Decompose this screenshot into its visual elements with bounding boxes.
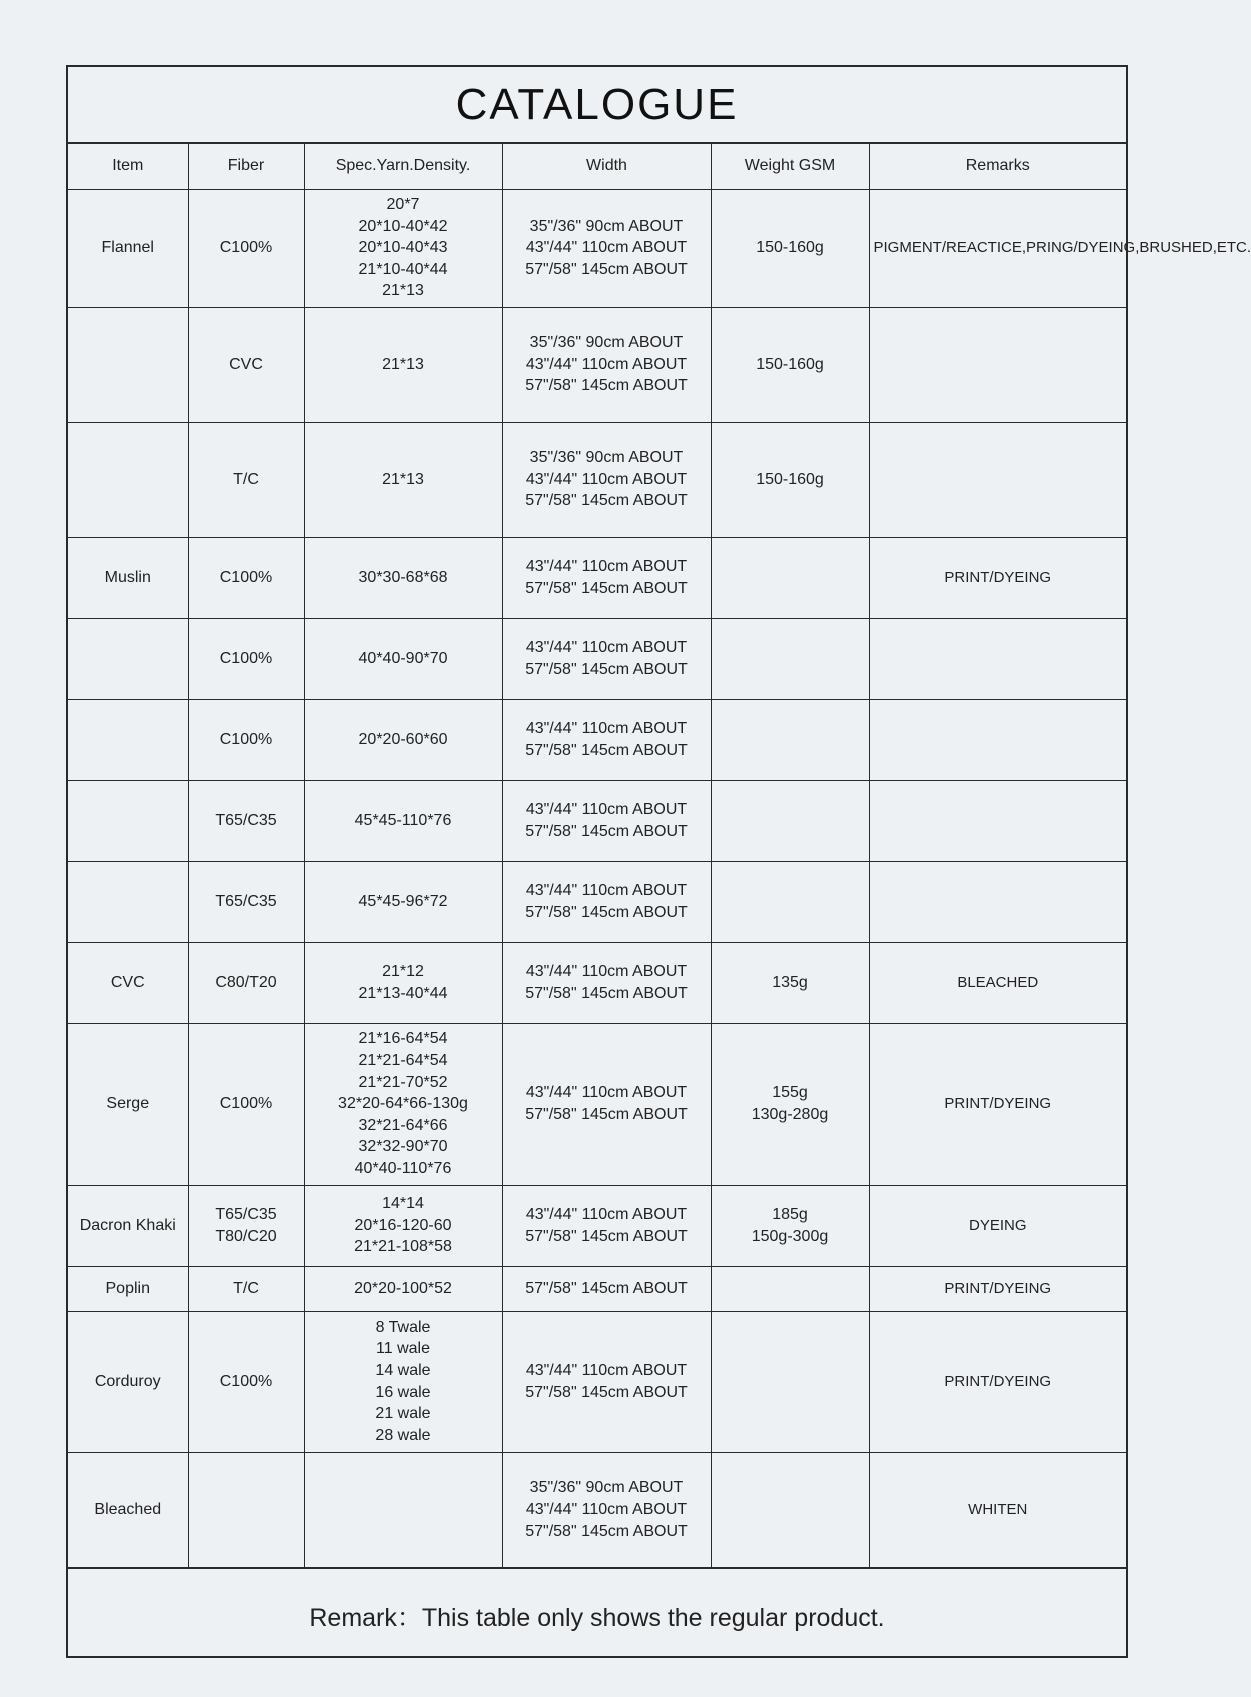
table-row	[68, 1023, 1126, 1185]
catalogue-table	[68, 144, 1251, 1567]
table-row	[68, 189, 1126, 307]
cell-remarks: PIGMENT/REACTICE,PRING/DYEING,BRUSHED,ETC.	[869, 189, 1126, 307]
cell-spec: 45*45-96*72	[304, 861, 502, 942]
cell-weight: 155g 130g-280g	[711, 1023, 869, 1185]
cell-remarks: PRINT/DYEING	[869, 1311, 1126, 1452]
header-spec: Spec.Yarn.Density.	[304, 144, 502, 189]
header-width: Width	[502, 144, 711, 189]
cell-width: 43"/44" 110cm ABOUT 57"/58" 145cm ABOUT	[502, 1023, 711, 1185]
cell-weight: 185g 150g-300g	[711, 1185, 869, 1266]
cell-weight	[711, 699, 869, 780]
cell-remarks	[869, 307, 1126, 422]
cell-spec: 20*20-100*52	[304, 1266, 502, 1311]
cell-spec: 20*20-60*60	[304, 699, 502, 780]
table-row	[68, 699, 1126, 780]
cell-width: 43"/44" 110cm ABOUT 57"/58" 145cm ABOUT	[502, 861, 711, 942]
cell-item	[68, 422, 188, 537]
header-remarks: Remarks	[869, 144, 1126, 189]
cell-remarks	[869, 422, 1126, 537]
cell-weight	[711, 1311, 869, 1452]
cell-remarks: PRINT/DYEING	[869, 1023, 1126, 1185]
cell-remarks	[869, 699, 1126, 780]
cell-fiber: T/C	[188, 422, 304, 537]
cell-spec: 21*12 21*13-40*44	[304, 942, 502, 1023]
cell-spec: 40*40-90*70	[304, 618, 502, 699]
cell-width: 43"/44" 110cm ABOUT 57"/58" 145cm ABOUT	[502, 1185, 711, 1266]
cell-remarks: PRINT/DYEING	[869, 1266, 1126, 1311]
cell-weight	[711, 1452, 869, 1567]
cell-weight	[711, 537, 869, 618]
cell-spec: 21*16-64*54 21*21-64*54 21*21-70*52 32*20-64*66-130g 32*21-64*66 32*32-90*70 40*40-110*76	[304, 1023, 502, 1185]
catalogue-title: CATALOGUE	[68, 67, 1126, 144]
cell-remarks	[869, 861, 1126, 942]
cell-width: 57"/58" 145cm ABOUT	[502, 1266, 711, 1311]
cell-fiber: C100%	[188, 189, 304, 307]
header-fiber: Fiber	[188, 144, 304, 189]
cell-width: 43"/44" 110cm ABOUT 57"/58" 145cm ABOUT	[502, 780, 711, 861]
cell-width: 43"/44" 110cm ABOUT 57"/58" 145cm ABOUT	[502, 618, 711, 699]
cell-fiber: C100%	[188, 1311, 304, 1452]
cell-weight	[711, 861, 869, 942]
cell-item	[68, 699, 188, 780]
table-row	[68, 307, 1126, 422]
cell-spec: 8 Twale 11 wale 14 wale 16 wale 21 wale 28 wale	[304, 1311, 502, 1452]
cell-fiber: C100%	[188, 699, 304, 780]
cell-fiber: CVC	[188, 307, 304, 422]
cell-fiber: T65/C35	[188, 780, 304, 861]
header-item: Item	[68, 144, 188, 189]
cell-weight: 150-160g	[711, 307, 869, 422]
cell-width: 35"/36" 90cm ABOUT 43"/44" 110cm ABOUT 57"/58" 145cm ABOUT	[502, 307, 711, 422]
cell-item: Bleached	[68, 1452, 188, 1567]
table-row	[68, 942, 1126, 1023]
cell-remarks: WHITEN	[869, 1452, 1126, 1567]
cell-weight: 135g	[711, 942, 869, 1023]
cell-width: 43"/44" 110cm ABOUT 57"/58" 145cm ABOUT	[502, 1311, 711, 1452]
cell-item: Muslin	[68, 537, 188, 618]
cell-remarks	[869, 780, 1126, 861]
cell-weight	[711, 1266, 869, 1311]
footer-remark: Remark：This table only shows the regular product.	[68, 1567, 1126, 1663]
cell-fiber: C80/T20	[188, 942, 304, 1023]
cell-weight: 150-160g	[711, 422, 869, 537]
header-weight: Weight GSM	[711, 144, 869, 189]
cell-item: Corduroy	[68, 1311, 188, 1452]
cell-spec: 21*13	[304, 307, 502, 422]
table-row	[68, 1311, 1126, 1452]
cell-width: 43"/44" 110cm ABOUT 57"/58" 145cm ABOUT	[502, 942, 711, 1023]
cell-width: 43"/44" 110cm ABOUT 57"/58" 145cm ABOUT	[502, 537, 711, 618]
cell-item: Flannel	[68, 189, 188, 307]
table-row	[68, 861, 1126, 942]
cell-remarks: BLEACHED	[869, 942, 1126, 1023]
table-row	[68, 537, 1126, 618]
catalogue-frame	[66, 65, 1251, 1658]
cell-weight	[711, 780, 869, 861]
cell-spec	[304, 1452, 502, 1567]
cell-fiber: C100%	[188, 618, 304, 699]
cell-item: CVC	[68, 942, 188, 1023]
table-row	[68, 1266, 1126, 1311]
cell-width: 35"/36" 90cm ABOUT 43"/44" 110cm ABOUT 57"/58" 145cm ABOUT	[502, 1452, 711, 1567]
cell-spec: 14*14 20*16-120-60 21*21-108*58	[304, 1185, 502, 1266]
header-row	[68, 144, 1126, 189]
cell-remarks	[869, 618, 1126, 699]
table-row	[68, 1185, 1126, 1266]
cell-width: 35"/36" 90cm ABOUT 43"/44" 110cm ABOUT 57"/58" 145cm ABOUT	[502, 422, 711, 537]
cell-spec: 30*30-68*68	[304, 537, 502, 618]
cell-fiber: T65/C35	[188, 861, 304, 942]
cell-remarks: DYEING	[869, 1185, 1126, 1266]
cell-spec: 45*45-110*76	[304, 780, 502, 861]
cell-spec: 20*7 20*10-40*42 20*10-40*43 21*10-40*44 21*13	[304, 189, 502, 307]
cell-weight: 150-160g	[711, 189, 869, 307]
cell-item	[68, 861, 188, 942]
cell-item: Serge	[68, 1023, 188, 1185]
cell-item: Poplin	[68, 1266, 188, 1311]
table-row	[68, 618, 1126, 699]
cell-width: 35"/36" 90cm ABOUT 43"/44" 110cm ABOUT 57"/58" 145cm ABOUT	[502, 189, 711, 307]
cell-fiber	[188, 1452, 304, 1567]
cell-fiber: C100%	[188, 537, 304, 618]
table-row	[68, 1452, 1126, 1567]
cell-width: 43"/44" 110cm ABOUT 57"/58" 145cm ABOUT	[502, 699, 711, 780]
cell-weight	[711, 618, 869, 699]
cell-item: Dacron Khaki	[68, 1185, 188, 1266]
table-row	[68, 422, 1126, 537]
cell-remarks: PRINT/DYEING	[869, 537, 1126, 618]
cell-fiber: T65/C35 T80/C20	[188, 1185, 304, 1266]
cell-fiber: C100%	[188, 1023, 304, 1185]
cell-item	[68, 618, 188, 699]
cell-fiber: T/C	[188, 1266, 304, 1311]
cell-item	[68, 780, 188, 861]
cell-item	[68, 307, 188, 422]
table-row	[68, 780, 1126, 861]
cell-spec: 21*13	[304, 422, 502, 537]
